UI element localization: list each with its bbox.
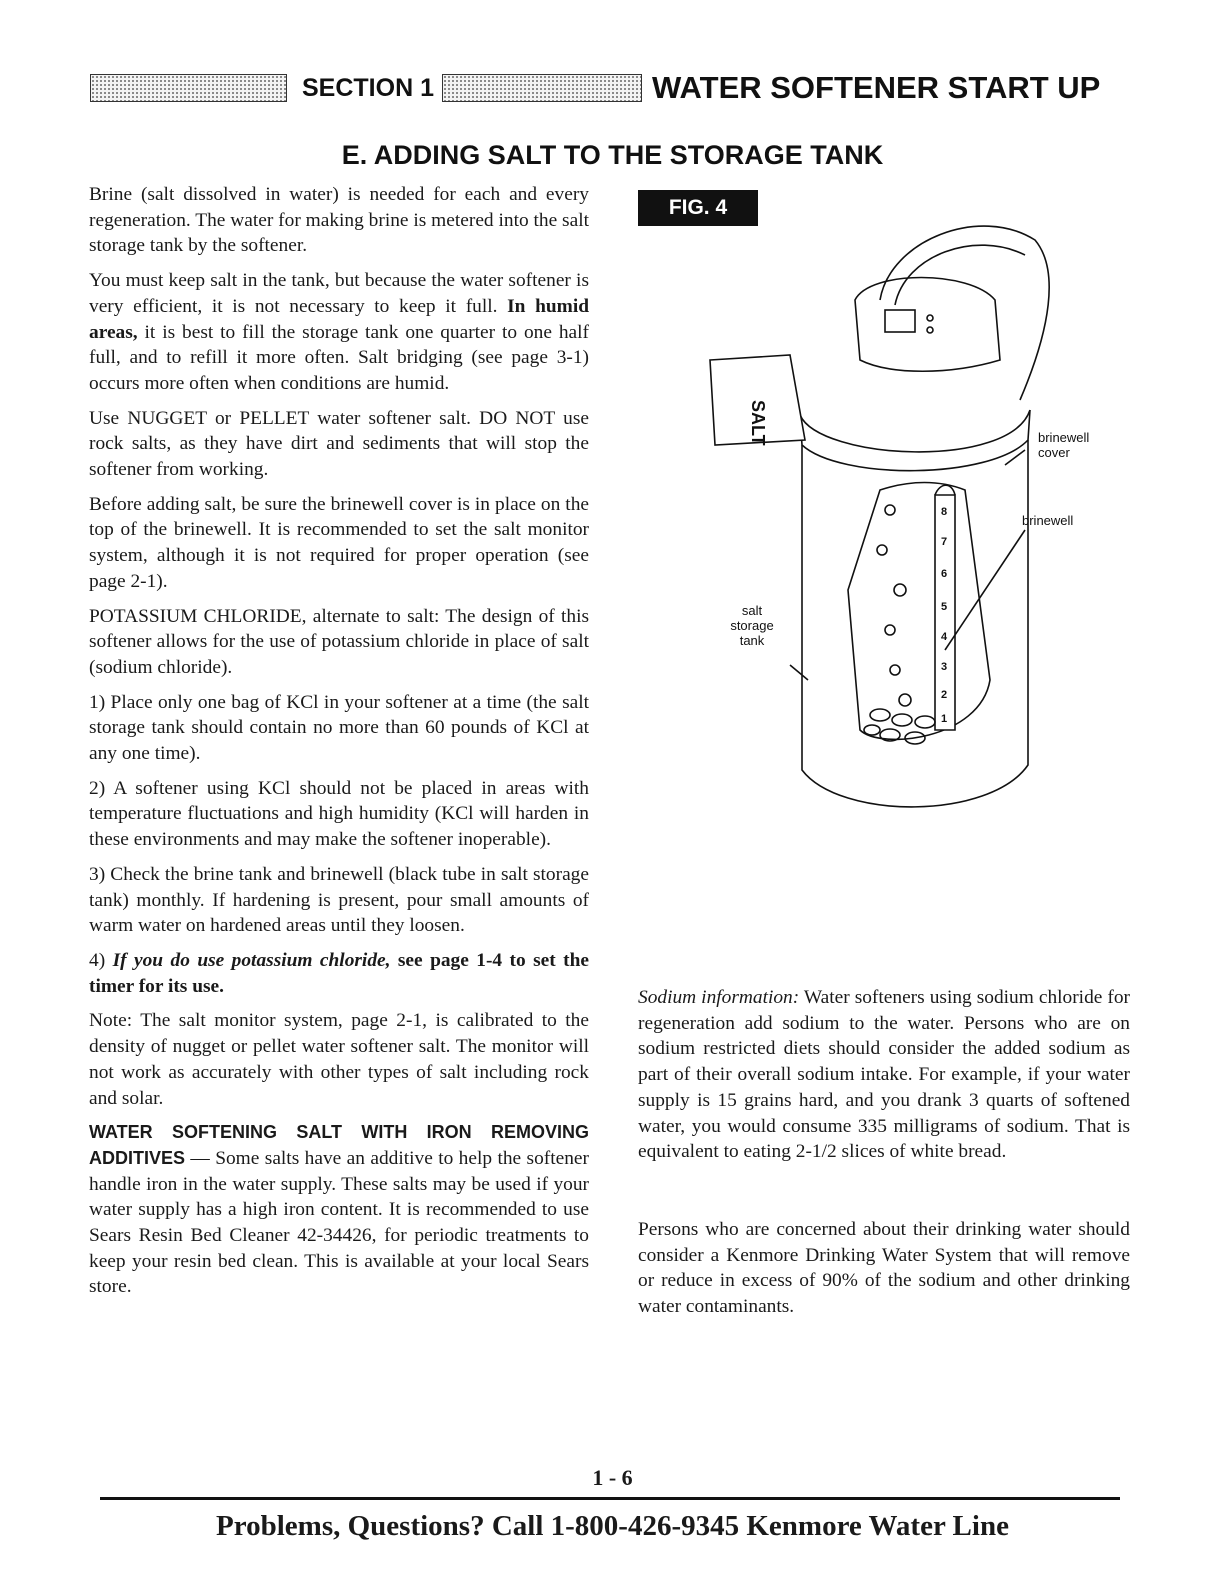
tank-rim bbox=[800, 410, 1030, 452]
humid-areas-emphasis: In humid areas, bbox=[89, 295, 589, 343]
page-title: E. ADDING SALT TO THE STORAGE TANK bbox=[341, 140, 884, 170]
left-column bbox=[89, 182, 589, 1309]
paragraph-brine: Brine (salt dissolved in water) is needed for each and every regeneration. The water for making brine is metered into the salt storage tank by the softener. bbox=[89, 184, 589, 257]
control-head bbox=[855, 278, 1000, 372]
scale-8: 8 bbox=[941, 506, 948, 518]
scale-2: 2 bbox=[941, 689, 948, 701]
paragraph-kcl-3: 3) Check the brine tank and brinewell (black tube in salt storage tank) monthly. If hardening is present, pour small amounts of warm water on hardened areas until they loosen. bbox=[89, 863, 589, 937]
header-pattern-right bbox=[442, 74, 642, 102]
display-icon bbox=[885, 310, 915, 332]
header-pattern-left bbox=[90, 74, 287, 102]
kcl-timer-note: see page 1-4 to set the timer for its use. bbox=[89, 949, 589, 997]
page-number: 1 - 6 bbox=[592, 1465, 633, 1490]
paragraph-potassium: POTASSIUM CHLORIDE, alternate to salt: The design of this softener allows for the use of potassium chloride in place of salt (sodium chloride). bbox=[89, 605, 589, 678]
section-title: WATER SOFTENER START UP bbox=[652, 70, 1101, 105]
scale-5: 5 bbox=[941, 601, 948, 613]
sodium-info-label: Sodium information: bbox=[638, 987, 800, 1008]
paragraph-iron-salt: WATER SOFTENING SALT WITH IRON REMOVING ADDITIVES — Some salts have an additive to help the softener handle iron in the water supply. These salts may be used if your water supply has a high iron content. It is recommended to use Sears Resin Bed Cleaner 42-34426, for periodic treatments to keep your resin bed clean. This is available at your local Sears store. bbox=[89, 1122, 589, 1298]
footer-helpline: Problems, Questions? Call 1-800-426-9345 Kenmore Water Line bbox=[216, 1510, 1009, 1542]
paragraph-kcl-2: 2) A softener using KCl should not be placed in areas with temperature fluctuations and high humidity (KCl will harden in these environments and may make the softener inoperable). bbox=[89, 777, 589, 851]
paragraph-salt-type: Use NUGGET or PELLET water softener salt. DO NOT use rock salts, as they have dirt and sediments that will stop the softener from working. bbox=[89, 407, 589, 481]
section-header bbox=[90, 70, 1125, 110]
scale-1: 1 bbox=[941, 713, 948, 725]
figure-badge: FIG. 4 bbox=[638, 190, 758, 226]
label-brinewell: brinewell bbox=[1022, 513, 1074, 528]
paragraph-drinking-water: Persons who are concerned about their drinking water should consider a Kenmore Drinking Water System that will remove or reduce in excess of 90% of the sodium and other drinking water contaminants. bbox=[638, 1218, 1130, 1318]
bag-label: SALT bbox=[748, 400, 768, 446]
paragraph-monitor-note: Note: The salt monitor system, page 2-1, is calibrated to the density of nugget or pellet water softener salt. The monitor will not work as accurately with other types of salt including rock and solar. bbox=[89, 1010, 589, 1109]
scale-3: 3 bbox=[941, 661, 948, 673]
paragraph-kcl-1: 1) Place only one bag of KCl in your softener at a time (the salt storage tank should contain no more than 60 pounds of KCl at any one time). bbox=[89, 691, 589, 765]
paragraph-sodium-info: Sodium information: Water softeners using sodium chloride for regeneration add sodium to the water. Persons who are on sodium restricted diets should consider the added sodium as part of their overall sodium intake. For example, if your water supply is 15 grains hard, and you drank 3 quarts of softened water, you would consume 335 milligrams of sodium. That is equivalent to eating 2-1/2 slices of white bread. bbox=[638, 987, 1130, 1163]
footer-rule bbox=[100, 1497, 1120, 1500]
salt-storage-tank bbox=[802, 440, 1028, 807]
scale-4: 4 bbox=[941, 631, 948, 643]
lid bbox=[880, 226, 1049, 400]
right-column bbox=[638, 985, 1130, 1320]
section-label: SECTION 1 bbox=[302, 74, 434, 102]
paragraph-kcl-4: 4) If you do use potassium chloride, see page 1-4 to set the timer for its use. bbox=[89, 949, 589, 997]
label-brinewell-cover: brinewell cover bbox=[1038, 430, 1090, 460]
scale-6: 6 bbox=[941, 568, 948, 580]
label-salt-storage-tank: salt storage tank bbox=[730, 603, 774, 648]
scale-7: 7 bbox=[941, 536, 948, 548]
paragraph-keep-salt: You must keep salt in the tank, but because the water softener is very efficient, it is not necessary to keep it full. In humid areas, it is best to fill the storage tank one quarter to one half full, and to refill it more often. Salt bridging (see page 3-1) occurs more often when conditions are humid. bbox=[89, 270, 589, 394]
paragraph-brinewell-cover: Before adding salt, be sure the brinewell cover is in place on the top of the brinewell. It is recommended to set the salt monitor system, although it is not required for proper operation (see page 2-1). bbox=[89, 493, 589, 592]
kcl-italic: If you do use potassium chloride, bbox=[112, 949, 391, 971]
iron-salt-heading: WATER SOFTENING SALT WITH IRON REMOVING ADDITIVES bbox=[89, 1122, 589, 1168]
softener-figure bbox=[690, 210, 1120, 820]
